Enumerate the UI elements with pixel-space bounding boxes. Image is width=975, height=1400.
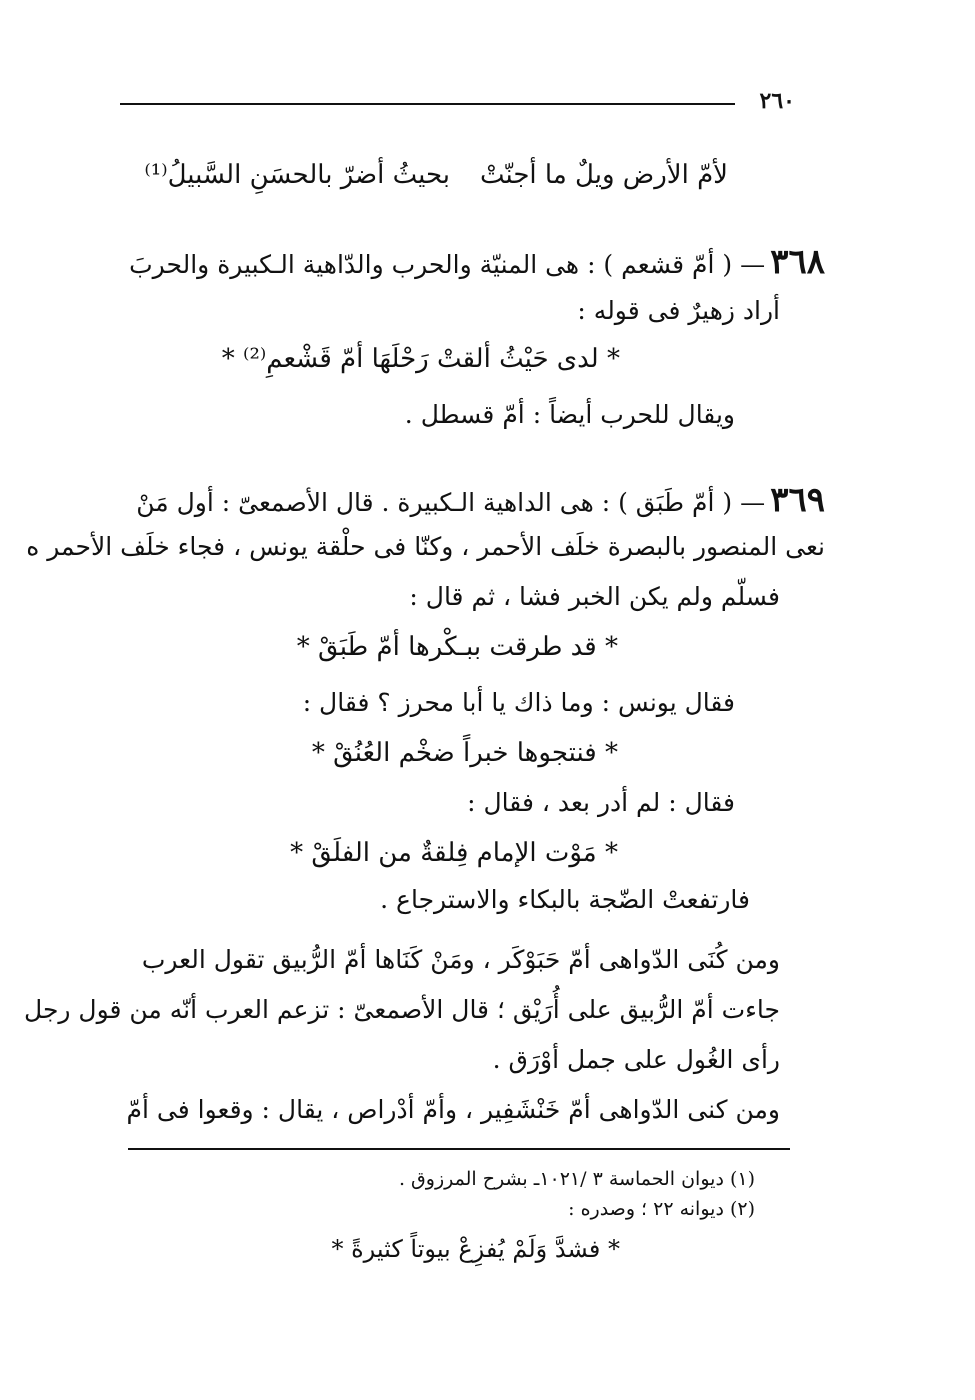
entry-369-verse-1: * قد طرقت ببـكْرها أمّ طَبَقْ *: [296, 632, 618, 662]
entry-368-number: ٣٦٨: [770, 242, 825, 282]
footnote-1: (١) ديوان الحماسة ٣ /١٠٢١ـ بشرح المرزوق .: [398, 1168, 755, 1190]
entry-368-line-3: ويقال للحرب أيضاً : أمّ قسطل .: [404, 400, 735, 429]
footnote-rule: [128, 1148, 790, 1150]
entry-368-line: [129, 242, 825, 282]
entry-369-verse-3: * مَوْت الإمام فِلقةٌ من الفلَقْ *: [290, 838, 618, 868]
entry-368-text: — ( أمّ قشعم ) : هى المنيّة والحرب والدّاهية الـكبيرة والحربَ: [129, 250, 766, 279]
entry-369-line: [136, 480, 825, 520]
entry-369-line-4: فقال يونس : وما ذاك يا أبا محرز ؟ فقال :: [302, 688, 735, 717]
header-rule: [120, 103, 735, 105]
paragraph-line-4: ومن كنى الدّواهى أمّ خَنْشَفِير ، وأمّ أدْراص ، يقال : وقعوا فى أمّ: [126, 1095, 780, 1124]
footnote-2: (٢) ديوانه ٢٢ ؛ وصدره :: [568, 1198, 755, 1220]
paragraph-line-1: ومن كُنَى الدّواهى أمّ حَبَوْكَر ، ومَنْ كَنَاها أمّ الرُّبيق تقول العرب: [141, 945, 780, 974]
entry-369-line-2: نعى المنصور بالبصرة خلَف الأحمر ، وكنّا فى حلْقة يونس ، فجاء خلَف الأحمر ه: [26, 532, 825, 561]
verse-second-hemistich: بحيثُ أضرّ بالحسَنِ السَّبيلُ⁽¹⁾: [144, 160, 450, 190]
page-number: ٢٦٠: [759, 88, 795, 114]
entry-368-verse: * لدى حَيْثُ ألقتْ رَحْلَهَا أمّ قَشْعمِ⁽²⁾ *: [221, 344, 620, 374]
paragraph-line-2: جاءت أمّ الرُّبيق على أُرَيْق ؛ قال الأصمعىّ : تزعم العرب أنّه من قول رجل: [24, 995, 780, 1024]
entry-369-text: — ( أمّ طَبَق ) : هى الداهية الـكبيرة . قال الأصمعىّ : أول مَنْ: [136, 488, 766, 517]
footnote-verse: * فشدَّ وَلَمْ يُفزِعْ بيوتاً كثيرةً *: [331, 1235, 620, 1263]
paragraph-line-3: رأى الغُول على جمل أوْرَق .: [492, 1045, 780, 1074]
entry-369-line-6: فارتفعتْ الضّجة بالبكاء والاسترجاع .: [380, 885, 750, 914]
entry-369-line-5: فقال : لم أدر بعد ، فقال :: [467, 788, 735, 817]
entry-369-line-3: فسلّم ولم يكن الخبر فشا ، ثم قال :: [409, 582, 780, 611]
entry-369-verse-2: * فنتجوها خبراً ضخْم العُنُقْ *: [311, 738, 618, 768]
verse-first-hemistich: لأمّ الأرض ويلٌ ما أجنّتْ: [479, 160, 728, 190]
entry-368-line-2: أراد زهيرٌ فى قوله :: [577, 296, 780, 325]
entry-369-number: ٣٦٩: [770, 480, 825, 520]
